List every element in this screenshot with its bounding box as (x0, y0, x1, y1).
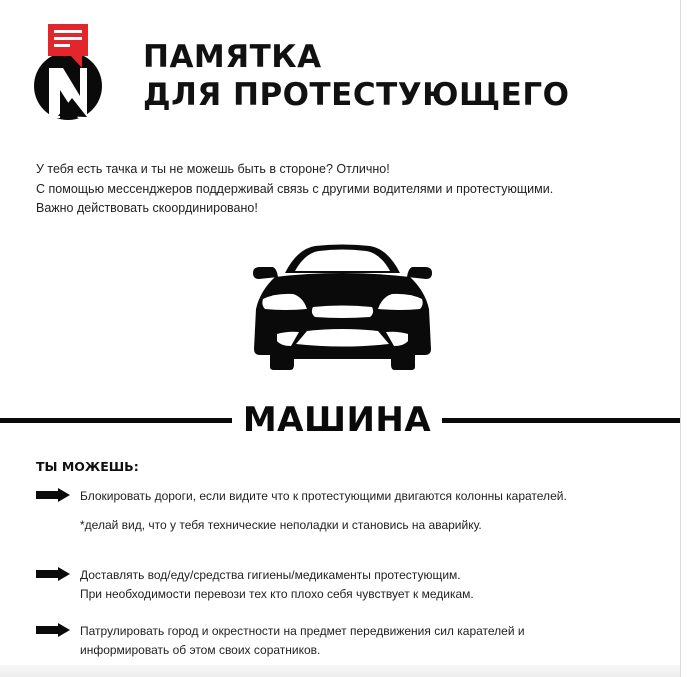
right-edge-border (680, 0, 681, 677)
item-line: Блокировать дороги, если видите что к протестующими двигаются колонны карателей. (80, 489, 567, 503)
page-title (143, 38, 569, 114)
you-can-label: ТЫ МОЖЕШЬ: (36, 459, 139, 474)
item-text (80, 487, 567, 506)
footnote: *делай вид, что у тебя технические неполадки и становись на аварийку. (80, 518, 482, 532)
intro-line: У тебя есть тачка и ты не можешь быть в стороне? Отлично! (36, 162, 390, 176)
section-divider-left (0, 418, 232, 423)
section-title: МАШИНА (242, 400, 432, 440)
intro-line: С помощью мессенджеров поддерживай связь с другими водителями и протестующими. (36, 181, 554, 196)
item-line: Патрулировать город и окрестности на предмет передвижения сил карателей и (80, 624, 525, 638)
item-line: информировать об этом своих соратников. (80, 642, 321, 657)
title-line-2: ДЛЯ ПРОТЕСТУЮЩЕГО (143, 77, 570, 113)
title-line-1: ПАМЯТКА (143, 39, 322, 75)
arrow-right-icon (36, 623, 70, 637)
arrow-right-icon (36, 567, 70, 581)
intro-line: Важно действовать скоординировано! (36, 201, 258, 215)
arrow-right-icon (36, 488, 70, 502)
item-line: Доставлять вод/еду/средства гигиены/медикаменты протестующим. (80, 568, 461, 582)
car-front-icon (245, 243, 440, 371)
news-logo-icon (32, 22, 104, 122)
section-divider-right (442, 418, 680, 423)
item-text (80, 566, 474, 603)
intro-text (36, 160, 553, 219)
item-text (80, 622, 525, 659)
item-line: При необходимости перевози тех кто плохо себя чувствует к медикам. (80, 586, 474, 601)
bottom-band (0, 665, 680, 677)
